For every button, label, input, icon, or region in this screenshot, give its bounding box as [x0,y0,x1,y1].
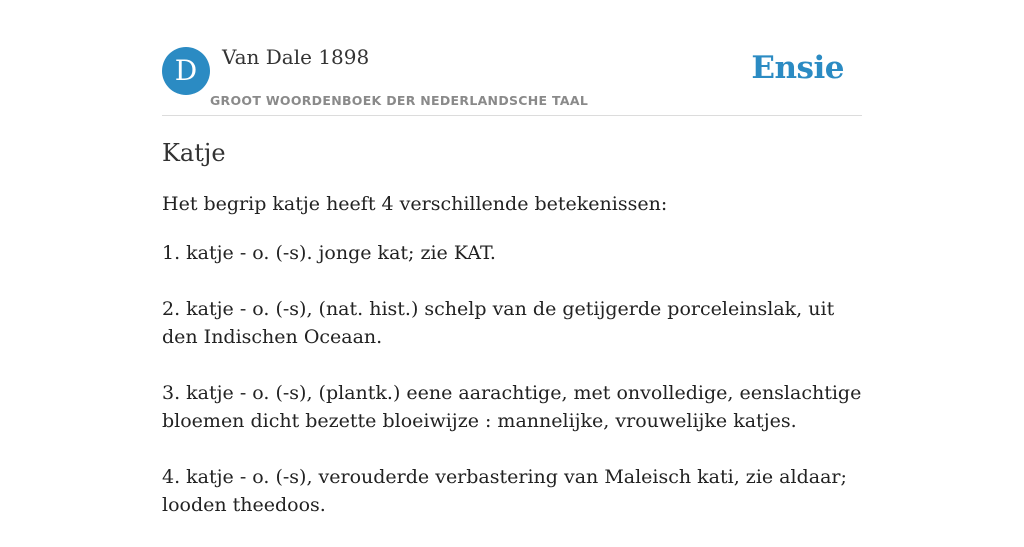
intro-text: Het begrip katje heeft 4 verschillende betekenissen: [162,193,668,215]
definition-item: 1. katje - o. (-s). jonge kat; zie KAT. [162,242,496,264]
definition-item: 3. katje - o. (-s), (plantk.) eene aarachtige, met onvolledige, eenslachtige bloemen dicht bezette bloeiwijze : mannelijke, vrouwelijke katjes. [162,382,862,432]
source-title[interactable]: Van Dale 1898 [222,45,370,69]
source-subtitle: GROOT WOORDENBOEK DER NEDERLANDSCHE TAAL [210,93,589,108]
brand-logo[interactable]: Ensie [751,50,844,86]
definition-item: 4. katje - o. (-s), verouderde verbastering van Maleisch kati, zie aldaar; looden theedoos. [162,466,847,516]
page [162,0,862,516]
page-title: Katje [162,139,226,167]
source-logo-icon[interactable]: D [162,47,210,95]
header [162,0,862,116]
definition-list [162,239,862,547]
definition-item: 2. katje - o. (-s), (nat. hist.) schelp van de getijgerde porceleinslak, uit den Indischen Oceaan. [162,298,835,348]
